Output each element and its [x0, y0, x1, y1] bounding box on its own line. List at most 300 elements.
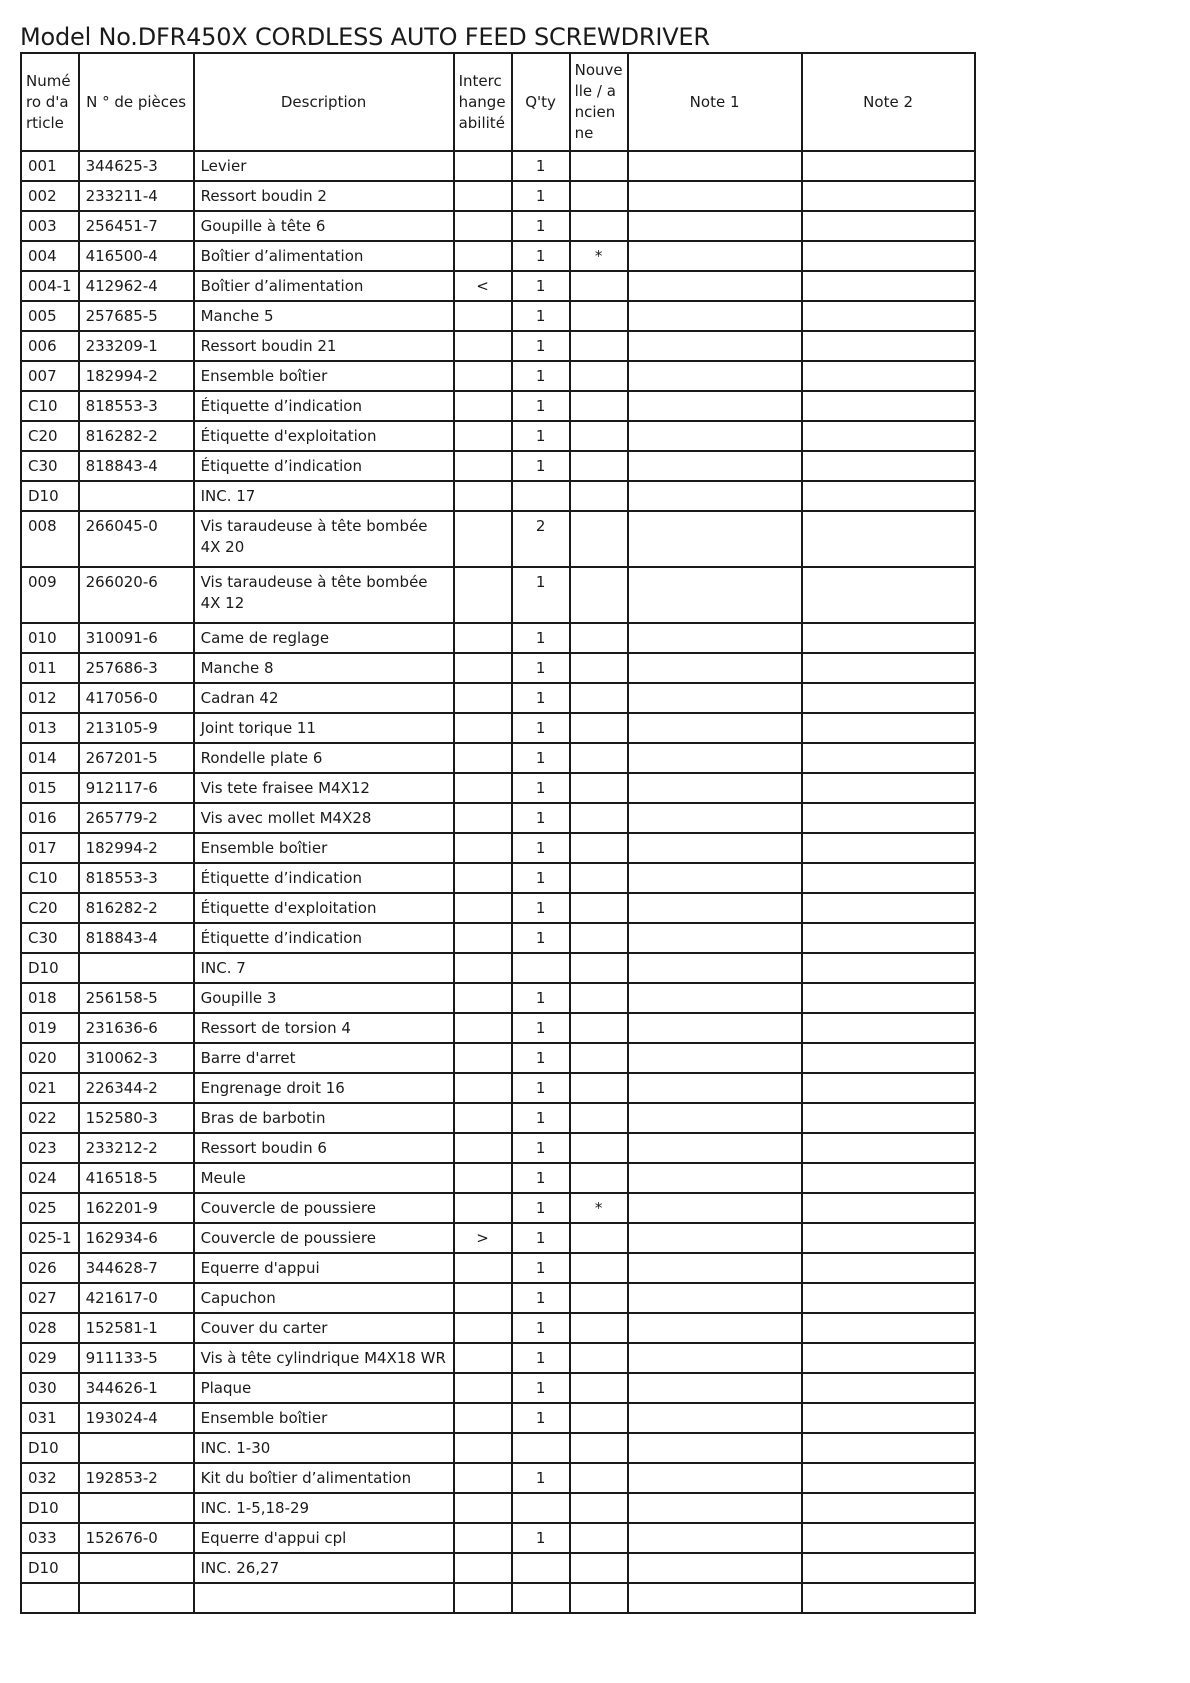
- part-number-cell: 162201-9: [79, 1193, 194, 1223]
- column-header-item-number: Numéro d'article: [21, 53, 79, 151]
- note-1-cell: [628, 1073, 802, 1103]
- item-number-cell: D10: [21, 1433, 79, 1463]
- description-cell: Étiquette d'exploitation: [194, 421, 454, 451]
- new-old-cell: [570, 1403, 628, 1433]
- quantity-cell: 1: [512, 151, 570, 181]
- column-header-description: Description: [194, 53, 454, 151]
- part-number-cell: 256451-7: [79, 211, 194, 241]
- interchangeability-cell: [454, 1463, 512, 1493]
- description-cell: Kit du boîtier d’alimentation: [194, 1463, 454, 1493]
- note-1-cell: [628, 1253, 802, 1283]
- quantity-cell: 1: [512, 1193, 570, 1223]
- new-old-cell: [570, 181, 628, 211]
- item-number-cell: [21, 1583, 79, 1613]
- interchangeability-cell: >: [454, 1223, 512, 1253]
- note-2-cell: [802, 653, 975, 683]
- table-row: [21, 1043, 975, 1073]
- note-1-cell: [628, 271, 802, 301]
- part-number-cell: [79, 1493, 194, 1523]
- note-2-cell: [802, 1553, 975, 1583]
- note-1-cell: [628, 713, 802, 743]
- note-2-cell: [802, 803, 975, 833]
- description-cell: Ressort boudin 6: [194, 1133, 454, 1163]
- item-number-cell: 019: [21, 1013, 79, 1043]
- note-1-cell: [628, 1433, 802, 1463]
- description-cell: Vis tete fraisee M4X12: [194, 773, 454, 803]
- description-cell: Engrenage droit 16: [194, 1073, 454, 1103]
- interchangeability-cell: [454, 923, 512, 953]
- table-row: [21, 1583, 975, 1613]
- table-row: [21, 803, 975, 833]
- interchangeability-cell: [454, 1073, 512, 1103]
- new-old-cell: [570, 1073, 628, 1103]
- note-2-cell: [802, 1253, 975, 1283]
- note-2-cell: [802, 833, 975, 863]
- part-number-cell: 818843-4: [79, 923, 194, 953]
- part-number-cell: 152676-0: [79, 1523, 194, 1553]
- part-number-cell: 310062-3: [79, 1043, 194, 1073]
- quantity-cell: 1: [512, 713, 570, 743]
- note-1-cell: [628, 1163, 802, 1193]
- note-2-cell: [802, 623, 975, 653]
- interchangeability-cell: [454, 833, 512, 863]
- part-number-cell: 818553-3: [79, 391, 194, 421]
- item-number-cell: 003: [21, 211, 79, 241]
- table-row: [21, 567, 975, 623]
- part-number-cell: 162934-6: [79, 1223, 194, 1253]
- new-old-cell: [570, 893, 628, 923]
- new-old-cell: [570, 1283, 628, 1313]
- description-cell: INC. 17: [194, 481, 454, 511]
- item-number-cell: 026: [21, 1253, 79, 1283]
- note-2-cell: [802, 451, 975, 481]
- note-2-cell: [802, 1313, 975, 1343]
- description-cell: Ressort boudin 21: [194, 331, 454, 361]
- quantity-cell: 1: [512, 623, 570, 653]
- interchangeability-cell: [454, 953, 512, 983]
- interchangeability-cell: [454, 773, 512, 803]
- item-number-cell: 028: [21, 1313, 79, 1343]
- page-title: Model No.DFR450X CORDLESS AUTO FEED SCREWDRIVER: [20, 23, 710, 51]
- interchangeability-cell: [454, 391, 512, 421]
- description-cell: INC. 1-30: [194, 1433, 454, 1463]
- part-number-cell: 152580-3: [79, 1103, 194, 1133]
- part-number-cell: [79, 953, 194, 983]
- item-number-cell: 001: [21, 151, 79, 181]
- description-cell: Barre d'arret: [194, 1043, 454, 1073]
- table-row: [21, 1313, 975, 1343]
- table-row: [21, 1133, 975, 1163]
- quantity-cell: 1: [512, 683, 570, 713]
- new-old-cell: [570, 833, 628, 863]
- interchangeability-cell: [454, 567, 512, 623]
- part-number-cell: 265779-2: [79, 803, 194, 833]
- table-row: [21, 1103, 975, 1133]
- note-2-cell: [802, 331, 975, 361]
- interchangeability-cell: [454, 803, 512, 833]
- interchangeability-cell: [454, 1313, 512, 1343]
- item-number-cell: D10: [21, 1493, 79, 1523]
- description-cell: Étiquette d’indication: [194, 451, 454, 481]
- quantity-cell: 1: [512, 391, 570, 421]
- table-row: [21, 511, 975, 567]
- item-number-cell: D10: [21, 481, 79, 511]
- table-row: [21, 181, 975, 211]
- interchangeability-cell: [454, 211, 512, 241]
- note-1-cell: [628, 653, 802, 683]
- part-number-cell: 912117-6: [79, 773, 194, 803]
- item-number-cell: 024: [21, 1163, 79, 1193]
- part-number-cell: 233212-2: [79, 1133, 194, 1163]
- item-number-cell: 007: [21, 361, 79, 391]
- description-cell: Ressort de torsion 4: [194, 1013, 454, 1043]
- table-row: [21, 1343, 975, 1373]
- new-old-cell: [570, 863, 628, 893]
- part-number-cell: 310091-6: [79, 623, 194, 653]
- note-2-cell: [802, 481, 975, 511]
- quantity-cell: [512, 481, 570, 511]
- note-2-cell: [802, 1463, 975, 1493]
- new-old-cell: [570, 773, 628, 803]
- item-number-cell: 025-1: [21, 1223, 79, 1253]
- quantity-cell: 1: [512, 567, 570, 623]
- part-number-cell: 267201-5: [79, 743, 194, 773]
- note-2-cell: [802, 893, 975, 923]
- new-old-cell: [570, 421, 628, 451]
- new-old-cell: [570, 803, 628, 833]
- note-1-cell: [628, 1553, 802, 1583]
- part-number-cell: 257686-3: [79, 653, 194, 683]
- quantity-cell: 1: [512, 331, 570, 361]
- new-old-cell: [570, 211, 628, 241]
- description-cell: Goupille à tête 6: [194, 211, 454, 241]
- table-row: [21, 833, 975, 863]
- interchangeability-cell: [454, 241, 512, 271]
- table-row: [21, 983, 975, 1013]
- new-old-cell: *: [570, 1193, 628, 1223]
- part-number-cell: 152581-1: [79, 1313, 194, 1343]
- new-old-cell: [570, 1373, 628, 1403]
- new-old-cell: [570, 1313, 628, 1343]
- table-row: [21, 1493, 975, 1523]
- part-number-cell: 416500-4: [79, 241, 194, 271]
- note-1-cell: [628, 623, 802, 653]
- description-cell: Goupille 3: [194, 983, 454, 1013]
- interchangeability-cell: [454, 683, 512, 713]
- note-1-cell: [628, 181, 802, 211]
- part-number-cell: 818553-3: [79, 863, 194, 893]
- column-header-quantity: Q'ty: [512, 53, 570, 151]
- note-1-cell: [628, 1283, 802, 1313]
- part-number-cell: 818843-4: [79, 451, 194, 481]
- new-old-cell: [570, 1013, 628, 1043]
- quantity-cell: [512, 1553, 570, 1583]
- table-row: [21, 923, 975, 953]
- note-1-cell: [628, 743, 802, 773]
- item-number-cell: 004: [21, 241, 79, 271]
- item-number-cell: 023: [21, 1133, 79, 1163]
- new-old-cell: [570, 301, 628, 331]
- quantity-cell: 1: [512, 863, 570, 893]
- item-number-cell: 002: [21, 181, 79, 211]
- table-row: [21, 1523, 975, 1553]
- note-2-cell: [802, 421, 975, 451]
- item-number-cell: C30: [21, 923, 79, 953]
- part-number-cell: [79, 1433, 194, 1463]
- interchangeability-cell: [454, 361, 512, 391]
- part-number-cell: 344628-7: [79, 1253, 194, 1283]
- note-2-cell: [802, 1283, 975, 1313]
- interchangeability-cell: [454, 481, 512, 511]
- part-number-cell: 816282-2: [79, 893, 194, 923]
- note-1-cell: [628, 833, 802, 863]
- description-cell: Equerre d'appui cpl: [194, 1523, 454, 1553]
- table-row: [21, 773, 975, 803]
- part-number-cell: 256158-5: [79, 983, 194, 1013]
- quantity-cell: 1: [512, 211, 570, 241]
- note-2-cell: [802, 271, 975, 301]
- part-number-cell: 266020-6: [79, 567, 194, 623]
- table-row: [21, 683, 975, 713]
- quantity-cell: 1: [512, 1373, 570, 1403]
- note-2-cell: [802, 773, 975, 803]
- item-number-cell: C20: [21, 893, 79, 923]
- interchangeability-cell: [454, 301, 512, 331]
- quantity-cell: 1: [512, 743, 570, 773]
- table-row: [21, 391, 975, 421]
- note-1-cell: [628, 1313, 802, 1343]
- item-number-cell: 027: [21, 1283, 79, 1313]
- part-number-cell: 231636-6: [79, 1013, 194, 1043]
- item-number-cell: 009: [21, 567, 79, 623]
- item-number-cell: 011: [21, 653, 79, 683]
- note-1-cell: [628, 1013, 802, 1043]
- table-row: [21, 1373, 975, 1403]
- new-old-cell: [570, 1343, 628, 1373]
- note-2-cell: [802, 211, 975, 241]
- interchangeability-cell: [454, 1103, 512, 1133]
- description-cell: Equerre d'appui: [194, 1253, 454, 1283]
- column-header-new-old: Nouvelle / ancienne: [570, 53, 628, 151]
- interchangeability-cell: [454, 1013, 512, 1043]
- table-row: [21, 1193, 975, 1223]
- note-1-cell: [628, 481, 802, 511]
- quantity-cell: 1: [512, 1103, 570, 1133]
- new-old-cell: [570, 683, 628, 713]
- note-1-cell: [628, 773, 802, 803]
- quantity-cell: 1: [512, 1283, 570, 1313]
- quantity-cell: 1: [512, 1343, 570, 1373]
- note-2-cell: [802, 151, 975, 181]
- item-number-cell: C10: [21, 391, 79, 421]
- new-old-cell: [570, 331, 628, 361]
- description-cell: Manche 5: [194, 301, 454, 331]
- new-old-cell: [570, 361, 628, 391]
- part-number-cell: [79, 1583, 194, 1613]
- item-number-cell: 012: [21, 683, 79, 713]
- quantity-cell: 1: [512, 773, 570, 803]
- column-header-part-number: N ° de pièces: [79, 53, 194, 151]
- item-number-cell: 004-1: [21, 271, 79, 301]
- note-1-cell: [628, 421, 802, 451]
- note-1-cell: [628, 1043, 802, 1073]
- quantity-cell: 1: [512, 181, 570, 211]
- interchangeability-cell: [454, 1493, 512, 1523]
- table-row: [21, 481, 975, 511]
- description-cell: Vis avec mollet M4X28: [194, 803, 454, 833]
- new-old-cell: [570, 567, 628, 623]
- interchangeability-cell: [454, 863, 512, 893]
- note-1-cell: [628, 1343, 802, 1373]
- item-number-cell: 033: [21, 1523, 79, 1553]
- note-2-cell: [802, 983, 975, 1013]
- part-number-cell: 416518-5: [79, 1163, 194, 1193]
- table-row: [21, 713, 975, 743]
- table-row: [21, 893, 975, 923]
- part-number-cell: 421617-0: [79, 1283, 194, 1313]
- part-number-cell: 266045-0: [79, 511, 194, 567]
- quantity-cell: 1: [512, 833, 570, 863]
- quantity-cell: 1: [512, 1163, 570, 1193]
- item-number-cell: C10: [21, 863, 79, 893]
- table-row: [21, 301, 975, 331]
- note-1-cell: [628, 1103, 802, 1133]
- item-number-cell: 020: [21, 1043, 79, 1073]
- new-old-cell: [570, 623, 628, 653]
- note-1-cell: [628, 983, 802, 1013]
- part-number-cell: 213105-9: [79, 713, 194, 743]
- description-cell: Couvercle de poussiere: [194, 1223, 454, 1253]
- quantity-cell: 1: [512, 893, 570, 923]
- interchangeability-cell: <: [454, 271, 512, 301]
- quantity-cell: 1: [512, 451, 570, 481]
- table-row: [21, 1433, 975, 1463]
- note-2-cell: [802, 1223, 975, 1253]
- quantity-cell: [512, 953, 570, 983]
- new-old-cell: [570, 1463, 628, 1493]
- quantity-cell: 1: [512, 1013, 570, 1043]
- new-old-cell: [570, 1133, 628, 1163]
- description-cell: Ressort boudin 2: [194, 181, 454, 211]
- note-2-cell: [802, 301, 975, 331]
- description-cell: Cadran 42: [194, 683, 454, 713]
- quantity-cell: 1: [512, 1043, 570, 1073]
- note-2-cell: [802, 743, 975, 773]
- quantity-cell: [512, 1493, 570, 1523]
- quantity-cell: 1: [512, 653, 570, 683]
- note-1-cell: [628, 923, 802, 953]
- description-cell: Vis taraudeuse à tête bombée 4X 20: [194, 511, 454, 567]
- interchangeability-cell: [454, 1043, 512, 1073]
- new-old-cell: [570, 1103, 628, 1133]
- description-cell: Levier: [194, 151, 454, 181]
- description-cell: Capuchon: [194, 1283, 454, 1313]
- interchangeability-cell: [454, 1253, 512, 1283]
- interchangeability-cell: [454, 1523, 512, 1553]
- part-number-cell: 911133-5: [79, 1343, 194, 1373]
- description-cell: Ensemble boîtier: [194, 833, 454, 863]
- description-cell: Rondelle plate 6: [194, 743, 454, 773]
- interchangeability-cell: [454, 1133, 512, 1163]
- new-old-cell: [570, 1433, 628, 1463]
- interchangeability-cell: [454, 713, 512, 743]
- part-number-cell: 182994-2: [79, 833, 194, 863]
- table-row: [21, 1553, 975, 1583]
- note-2-cell: [802, 567, 975, 623]
- table-row: [21, 241, 975, 271]
- parts-table-body: [21, 151, 975, 1613]
- table-row: [21, 653, 975, 683]
- note-1-cell: [628, 511, 802, 567]
- item-number-cell: 013: [21, 713, 79, 743]
- note-1-cell: [628, 683, 802, 713]
- note-1-cell: [628, 803, 802, 833]
- column-header-note-2: Note 2: [802, 53, 975, 151]
- interchangeability-cell: [454, 1403, 512, 1433]
- item-number-cell: 021: [21, 1073, 79, 1103]
- interchangeability-cell: [454, 1583, 512, 1613]
- note-2-cell: [802, 1043, 975, 1073]
- quantity-cell: [512, 1433, 570, 1463]
- description-cell: Ensemble boîtier: [194, 1403, 454, 1433]
- interchangeability-cell: [454, 623, 512, 653]
- note-2-cell: [802, 1013, 975, 1043]
- interchangeability-cell: [454, 1553, 512, 1583]
- part-number-cell: 193024-4: [79, 1403, 194, 1433]
- quantity-cell: 1: [512, 1403, 570, 1433]
- item-number-cell: 016: [21, 803, 79, 833]
- note-1-cell: [628, 1523, 802, 1553]
- note-2-cell: [802, 1493, 975, 1523]
- note-1-cell: [628, 1133, 802, 1163]
- description-cell: Étiquette d’indication: [194, 923, 454, 953]
- quantity-cell: 1: [512, 1523, 570, 1553]
- table-row: [21, 151, 975, 181]
- item-number-cell: 017: [21, 833, 79, 863]
- new-old-cell: [570, 391, 628, 421]
- table-row: [21, 271, 975, 301]
- item-number-cell: 032: [21, 1463, 79, 1493]
- table-row: [21, 953, 975, 983]
- interchangeability-cell: [454, 1193, 512, 1223]
- note-1-cell: [628, 893, 802, 923]
- quantity-cell: 2: [512, 511, 570, 567]
- note-1-cell: [628, 1223, 802, 1253]
- note-2-cell: [802, 241, 975, 271]
- column-header-note-1: Note 1: [628, 53, 802, 151]
- description-cell: Came de reglage: [194, 623, 454, 653]
- description-cell: Couver du carter: [194, 1313, 454, 1343]
- description-cell: Plaque: [194, 1373, 454, 1403]
- description-cell: INC. 1-5,18-29: [194, 1493, 454, 1523]
- table-row: [21, 863, 975, 893]
- new-old-cell: [570, 481, 628, 511]
- new-old-cell: [570, 923, 628, 953]
- description-cell: Couvercle de poussiere: [194, 1193, 454, 1223]
- part-number-cell: 344625-3: [79, 151, 194, 181]
- note-1-cell: [628, 151, 802, 181]
- note-2-cell: [802, 863, 975, 893]
- interchangeability-cell: [454, 1433, 512, 1463]
- quantity-cell: 1: [512, 1223, 570, 1253]
- part-number-cell: [79, 481, 194, 511]
- part-number-cell: [79, 1553, 194, 1583]
- table-row: [21, 451, 975, 481]
- note-2-cell: [802, 1403, 975, 1433]
- note-2-cell: [802, 1073, 975, 1103]
- new-old-cell: [570, 1553, 628, 1583]
- description-cell: INC. 7: [194, 953, 454, 983]
